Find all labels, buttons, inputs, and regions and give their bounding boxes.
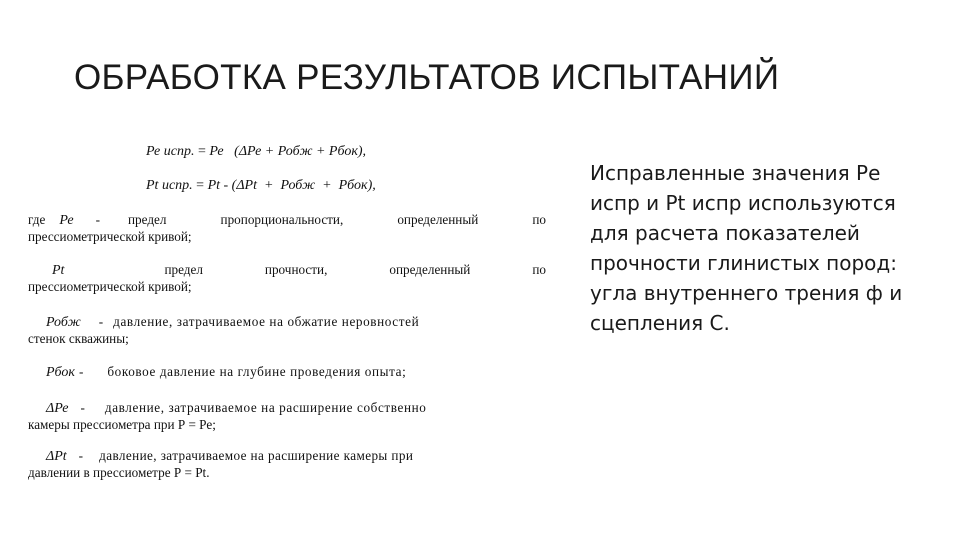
definition-pobzh-continuation: стенок скважины; (28, 331, 129, 346)
formula-pe-eq: = (194, 144, 210, 159)
dash: - (80, 400, 85, 415)
page-title: ОБРАБОТКА РЕЗУЛЬТАТОВ ИСПЫТАНИЙ (74, 58, 780, 97)
formula-pt-corrected (146, 178, 376, 194)
definition-dpe-continuation: камеры прессиометра при Р = Ре; (28, 417, 216, 432)
definition-pt-words (164, 262, 546, 278)
definition-pe-continuation: прессиометрической кривой; (28, 229, 192, 244)
word: определенный (397, 212, 479, 227)
word: по (532, 262, 546, 277)
definition-pobzh (28, 314, 546, 347)
definition-dpt-text: давление, затрачиваемое на расширение камеры при (99, 448, 414, 463)
formula-pe-corrected (146, 144, 366, 160)
formula-pe-tail: (ΔРе + Робж + Рбок), (223, 144, 367, 159)
word: предел (128, 212, 167, 227)
word: определенный (389, 262, 471, 277)
formula-pe-rhs: Ре (209, 144, 224, 159)
symbol-pe: Ре (59, 213, 74, 228)
side-text-line: сцепления С. (590, 311, 730, 335)
definition-pbok-text: боковое давление на глубине проведения опыта; (107, 364, 407, 379)
dash: - (78, 448, 84, 463)
definition-pe (28, 212, 546, 245)
definition-dpt (28, 448, 546, 481)
symbol-pt: Рt (52, 263, 65, 278)
formula-pt-tail: - (ΔРt + Робж + Рбок), (220, 178, 376, 193)
definition-dpt-continuation: давлении в прессиометре Р = Рt. (28, 465, 210, 480)
word: по (532, 212, 546, 227)
definition-pe-words (128, 212, 546, 228)
side-text-line: для расчета показателей (590, 221, 860, 245)
symbol-dpe: ΔРе (46, 401, 69, 416)
word: прочности, (264, 262, 328, 277)
definition-dpe-text: давление, затрачиваемое на расширение собственно (104, 400, 427, 415)
side-text-line: угла внутреннего трения ф и (590, 281, 903, 305)
definition-dpe (28, 400, 546, 433)
where-word: где (28, 212, 46, 227)
dash: - (78, 364, 84, 379)
definition-pobzh-text: давление, затрачиваемое на обжатие неровностей (113, 314, 420, 329)
side-text-line: испр и Рt испр используются (590, 191, 896, 215)
dash: - (98, 314, 104, 329)
side-text-line: Исправленные значения Ре (590, 161, 881, 185)
definition-pt-continuation: прессиометрической кривой; (28, 279, 192, 294)
formula-pt-rhs: Рt (207, 178, 221, 193)
side-text-line: прочности глинистых пород: (590, 251, 897, 275)
word: предел (164, 262, 203, 277)
side-description (590, 158, 940, 338)
symbol-pbok: Рбок (46, 365, 75, 380)
symbol-pobzh: Робж (46, 315, 81, 330)
word: пропорциональности, (220, 212, 344, 227)
definition-pbok (28, 364, 546, 381)
symbol-dpt: ΔРt (46, 449, 67, 464)
dash: - (95, 212, 100, 227)
formula-pt-eq: = (192, 178, 208, 193)
formula-panel (28, 138, 546, 488)
definition-pt (28, 262, 546, 295)
formula-pe-lhs: Ре испр. (146, 144, 195, 159)
formula-pt-lhs: Рt испр. (146, 178, 193, 193)
